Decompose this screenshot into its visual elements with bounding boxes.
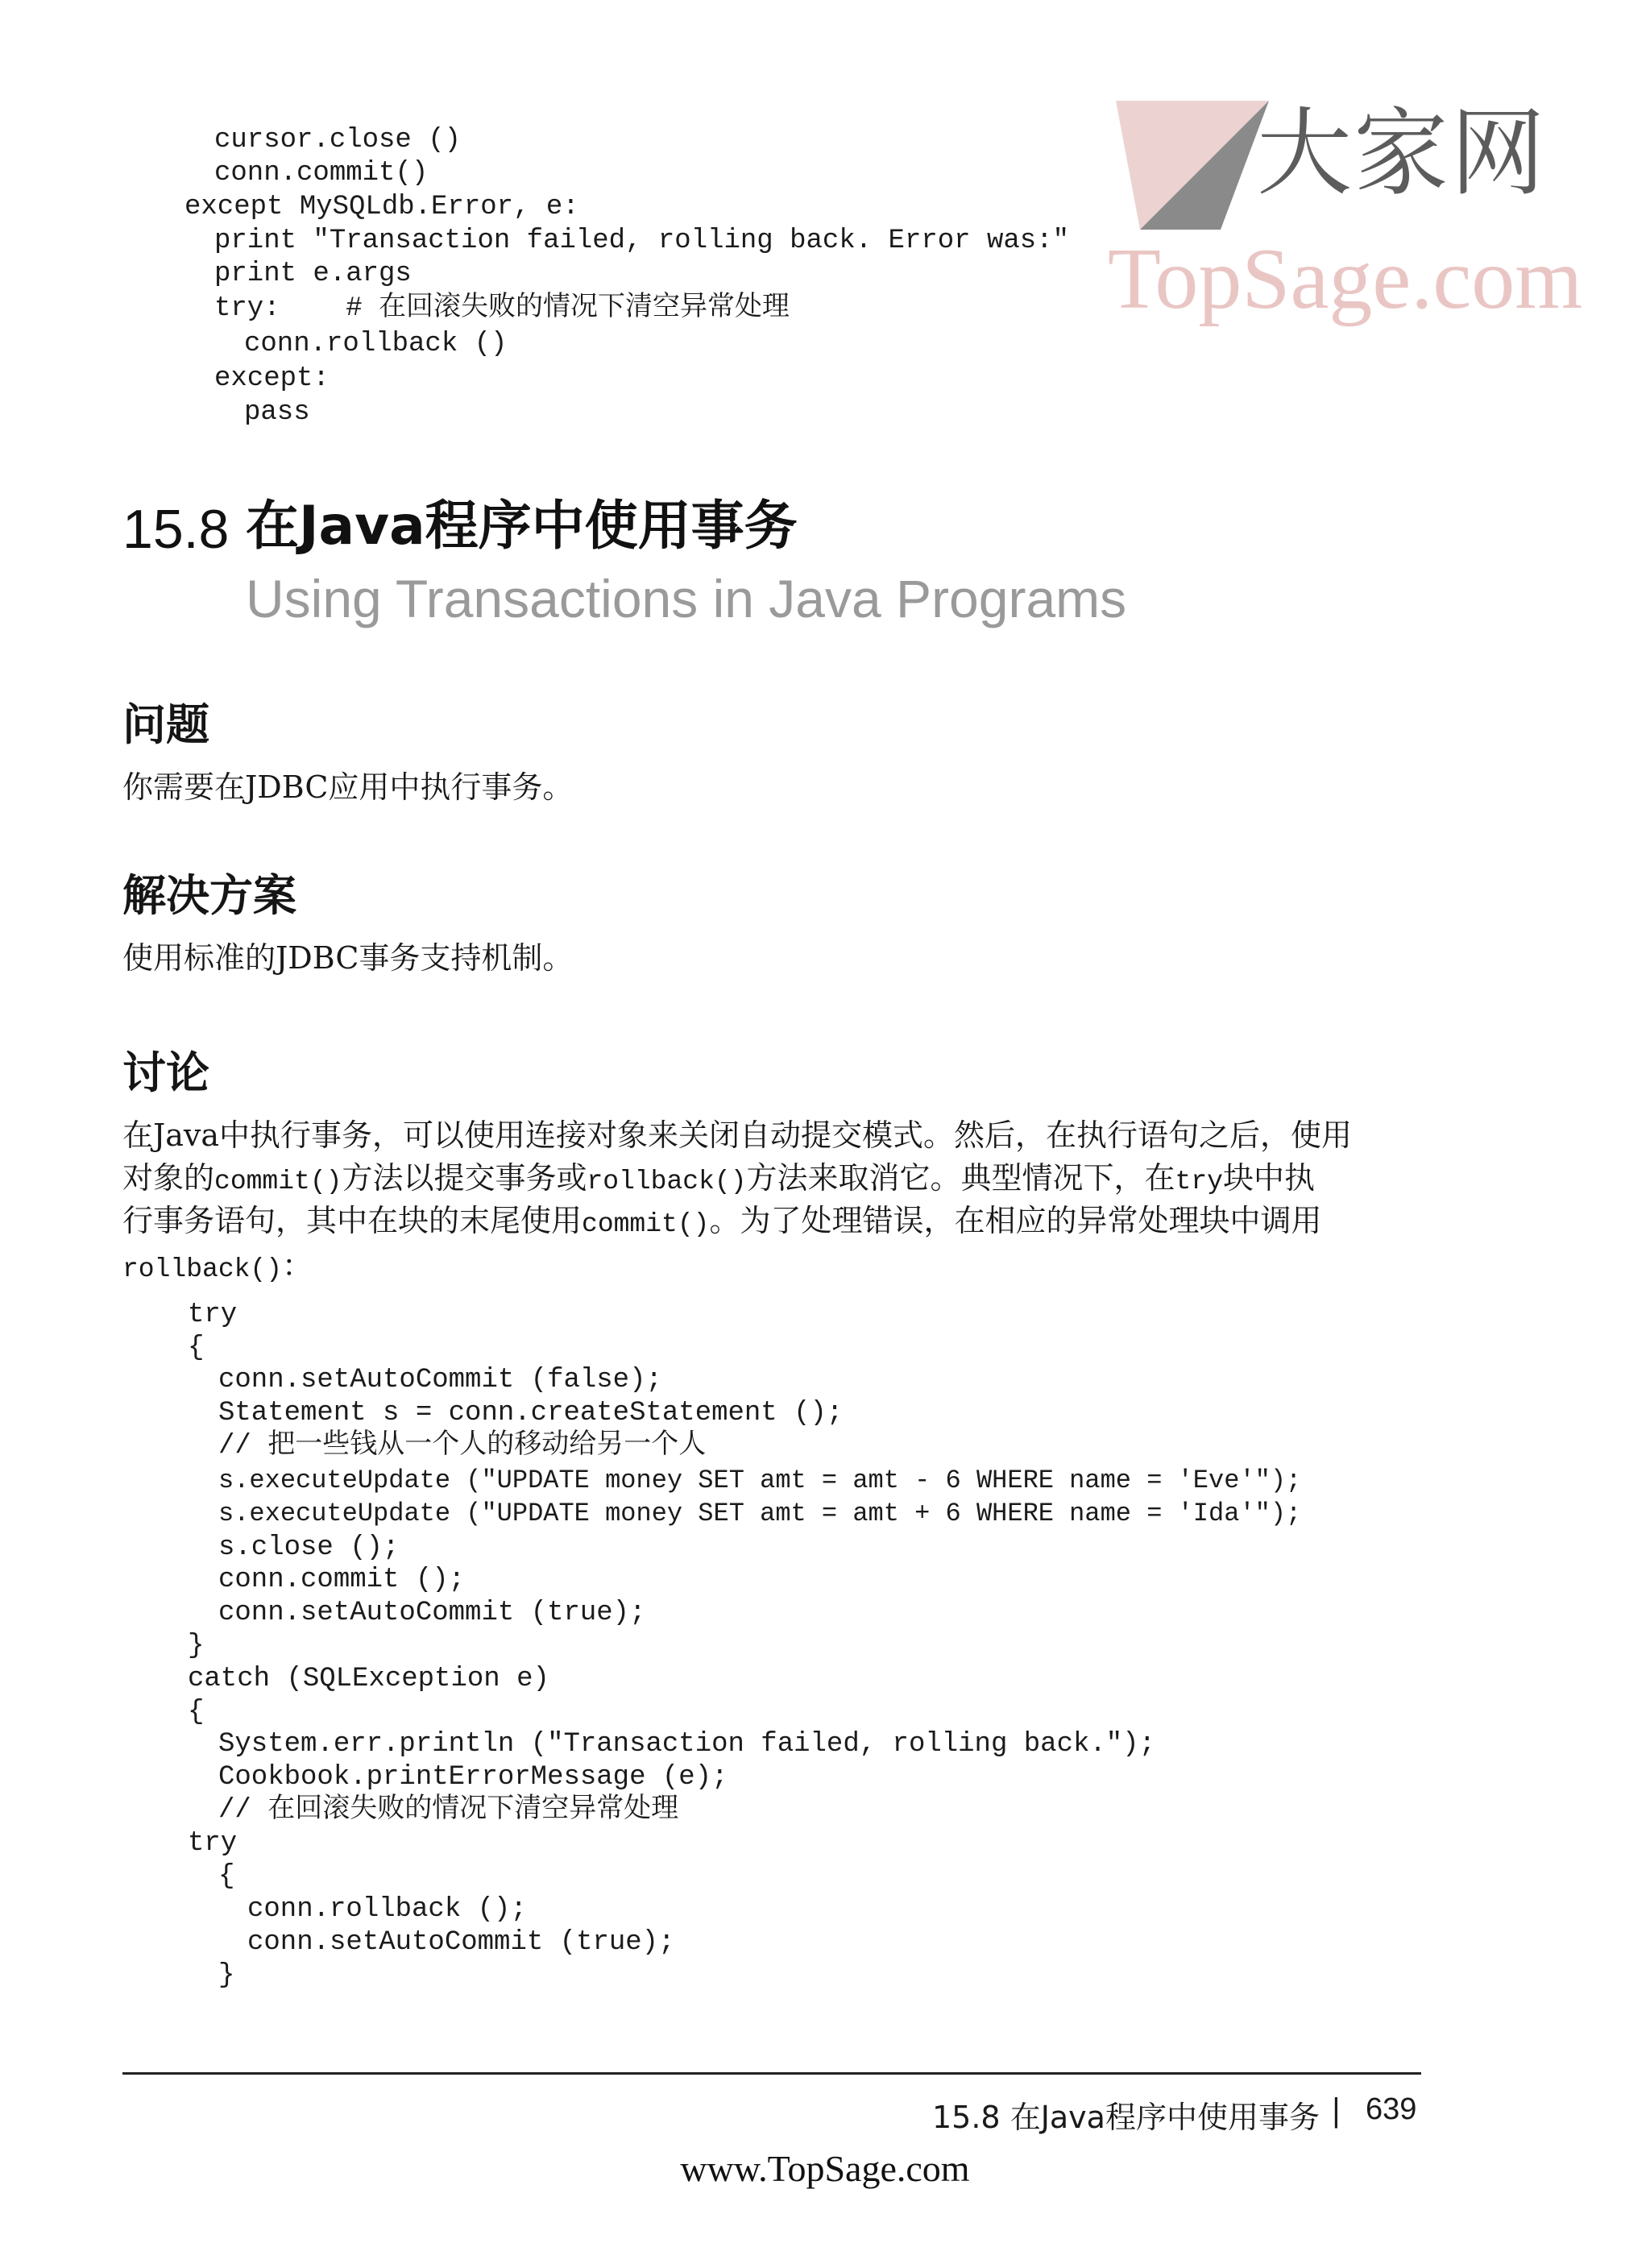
code-line: } — [218, 1960, 235, 1991]
solution-text: 使用标准的JDBC事务支持机制。 — [122, 940, 574, 976]
inline-code: commit() — [582, 1209, 710, 1239]
discussion-text: 行事务语句，其中在块的末尾使用 — [122, 1203, 582, 1238]
code-line: Cookbook.printErrorMessage (e); — [218, 1762, 728, 1793]
code-line: } — [188, 1631, 205, 1661]
code-line: try — [188, 1828, 238, 1859]
discussion-text: 块中执 — [1222, 1160, 1315, 1196]
code-line: except MySQLdb.Error, e: — [184, 192, 579, 222]
code-line: s.executeUpdate ("UPDATE money SET amt = amt - 6 WHERE name = 'Eve'"); — [218, 1466, 1302, 1495]
code-line: print "Transaction failed, rolling back. Error was:" — [214, 226, 1069, 256]
discussion-line — [122, 1250, 313, 1283]
discussion-line — [122, 1117, 1353, 1153]
code-line: Statement s = conn.createStatement (); — [218, 1398, 844, 1428]
problem-heading: 问题 — [122, 699, 209, 750]
code-line: catch (SQLException e) — [188, 1664, 549, 1694]
discussion-text: 在Java中执行事务，可以使用连接对象来关闭自动提交模式。然后，在执行语句之后，使用 — [122, 1117, 1353, 1153]
inline-code: rollback() — [122, 1254, 283, 1284]
code-line: conn.rollback (); — [247, 1894, 527, 1925]
footer-url[interactable]: www.TopSage.com — [680, 2148, 970, 2189]
code-line: except: — [214, 363, 330, 394]
code-line: // 把一些钱从一个人的移动给另一个人 — [218, 1431, 707, 1462]
watermark-en: TopSage.com — [1108, 231, 1583, 327]
code-line: cursor.close () — [214, 125, 462, 155]
footer-rule — [122, 2072, 1421, 2075]
code-line: conn.commit() — [214, 158, 429, 189]
watermark-cn: 大家网 — [1257, 97, 1548, 209]
code-line: { — [188, 1697, 205, 1727]
discussion-text: 。为了处理错误，在相应的异常处理块中调用 — [709, 1203, 1322, 1238]
code-line: { — [188, 1333, 205, 1363]
discussion-line — [122, 1160, 1315, 1196]
code-line: try: # 在回滚失败的情况下清空异常处理 — [214, 293, 790, 324]
section-number: 15.8 — [122, 499, 230, 560]
code-line: conn.rollback () — [244, 329, 508, 359]
inline-code: commit() — [214, 1167, 342, 1196]
discussion-heading: 讨论 — [122, 1047, 209, 1098]
code-line: try — [188, 1300, 238, 1330]
watermark-logo — [1108, 77, 1583, 342]
page-number: 639 — [1366, 2092, 1417, 2126]
inline-code: try — [1175, 1167, 1223, 1196]
section-title: 在Java程序中使用事务 — [246, 495, 798, 557]
discussion-line — [122, 1205, 1321, 1238]
footer-separator: | — [1331, 2092, 1341, 2128]
code-line: s.executeUpdate ("UPDATE money SET amt = amt + 6 WHERE name = 'Ida'"); — [218, 1499, 1302, 1528]
code-line: conn.setAutoCommit (true); — [218, 1598, 646, 1628]
code-line: // 在回滚失败的情况下清空异常处理 — [218, 1795, 679, 1826]
solution-heading: 解决方案 — [122, 870, 296, 921]
code-line: s.close (); — [218, 1532, 400, 1563]
code-line: conn.commit (); — [218, 1565, 466, 1595]
section-subtitle: Using Transactions in Java Programs — [246, 569, 1127, 628]
discussion-text: ： — [282, 1248, 313, 1283]
code-line: System.err.println ("Transaction failed, rolling back."); — [218, 1729, 1155, 1760]
code-line: pass — [244, 397, 310, 428]
inline-code: rollback() — [587, 1167, 747, 1196]
discussion-text: 方法来取消它。典型情况下，在 — [746, 1160, 1175, 1196]
discussion-text: 对象的 — [122, 1160, 215, 1196]
code-line: print e.args — [214, 259, 412, 289]
footer-section-label: 15.8 在Java程序中使用事务 — [932, 2100, 1320, 2135]
code-line: conn.setAutoCommit (false); — [218, 1365, 662, 1395]
problem-text: 你需要在JDBC应用中执行事务。 — [122, 769, 574, 805]
code-line: conn.setAutoCommit (true); — [247, 1927, 675, 1958]
code-line: { — [218, 1861, 235, 1892]
discussion-text: 方法以提交事务或 — [342, 1160, 587, 1196]
